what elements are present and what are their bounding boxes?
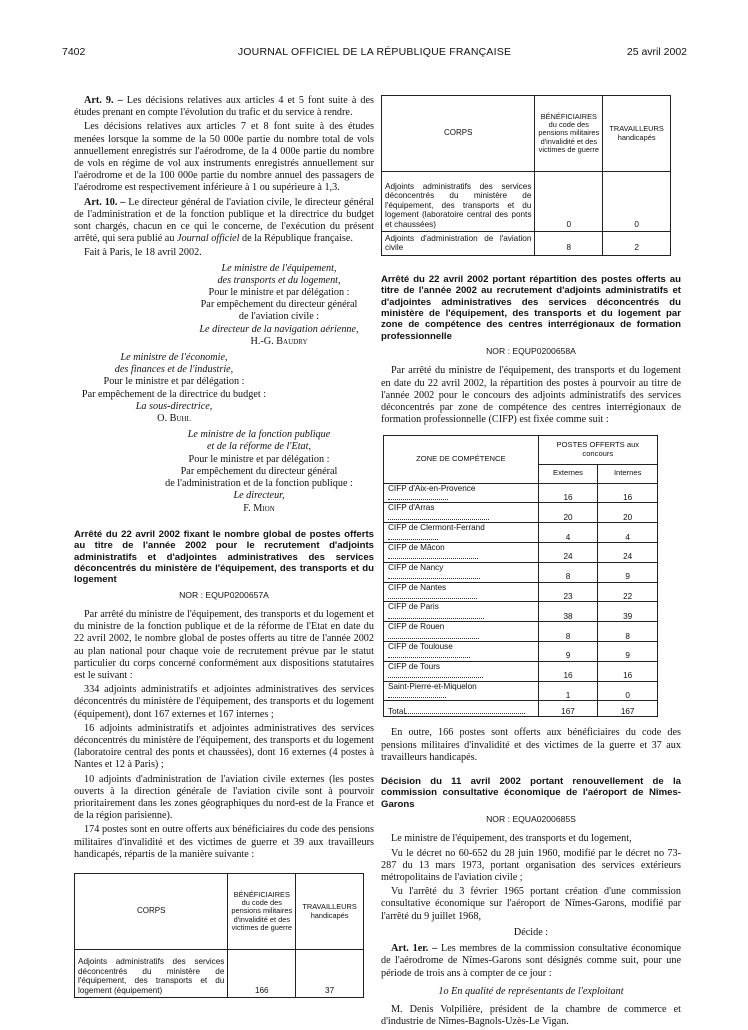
col-header-travailleurs: TRAVAILLEURS handicapés (603, 96, 671, 172)
fait-a-paris: Fait à Paris, le 18 avril 2002. (84, 247, 202, 259)
zone-name: CIFP de Toulouse (388, 642, 453, 651)
zone-externes: 4 (538, 523, 598, 543)
zone-internes: 16 (598, 661, 658, 681)
zone-internes: 22 (598, 582, 658, 602)
decision-nor: NOR : EQUA0200685S (486, 814, 576, 825)
signature-block-1: Le ministre de l'équipement, des transports et du logement, Pour le ministre et par délégation : Par empêchement du directeur général de l'aviation civile : Le directeur de la navigation aérienne, H.-G. Baudry (199, 262, 359, 347)
zone-table-row (384, 642, 658, 662)
zone-name: CIFP d'Aix-en-Provence (388, 483, 476, 493)
col-header-travailleurs: TRAVAILLEURS handicapés (296, 874, 364, 950)
page-header (62, 46, 687, 62)
arrete-1-paragraph-5: 174 postes sont en outre offerts aux bénéficiaires du code des pensions militaires d'invalidité et des victimes de guerre et 39 aux travailleurs handicapés, répartis de la manière suivante : (74, 824, 374, 860)
zone-internes: 9 (598, 642, 658, 662)
zone-table-row (384, 562, 658, 582)
article-9-label: Art. 9. – (84, 95, 123, 106)
left-column (74, 95, 374, 998)
zone-externes: 8 (538, 562, 598, 582)
zone-table-row (384, 681, 658, 701)
zone-name: CIFP de Mâcon (388, 542, 445, 552)
arrete-1-nor: NOR : EQUP0200657A (179, 589, 269, 600)
col-header-beneficiaires: BÉNÉFICIAIRES du code des pensions militaires d'invalidité et des victimes de guerre (535, 96, 603, 172)
col-header-corps: CORPS (382, 96, 535, 172)
decision-paragraph-2: Vu le décret no 60-652 du 28 juin 1960, modifié par le décret no 73-287 du 13 mars 1973, portant organisation des services extérieurs métropolitains de l'aviation civile ; (381, 847, 681, 884)
member-1: M. Denis Volpilière, président de la chambre de commerce et d'industrie de Nîmes-Bagnols-Uzès-Le Vigan. (381, 1003, 681, 1028)
zone-table-row (384, 523, 658, 543)
col-header-internes: Internes (598, 464, 658, 483)
zone-internes: 20 (598, 503, 658, 523)
zone-table-row (384, 661, 658, 681)
decide: Décide : (513, 926, 549, 938)
zone-table-body (384, 483, 658, 701)
zone-table-row (384, 483, 658, 503)
zone-name: CIFP de Clermont-Ferrand (388, 523, 485, 533)
zone-internes: 0 (598, 681, 658, 701)
zone-internes: 9 (598, 562, 658, 582)
table-row: Adjoints administratifs des services déconcentrés du ministère de l'équipement, des transports et du logement (laboratoire central des ponts et chaussées) 0 0 (382, 172, 671, 232)
zone-externes: 38 (538, 602, 598, 622)
zone-externes: 9 (538, 642, 598, 662)
article-9-paragraph: Art. 9. – Les décisions relatives aux articles 4 et 5 font suite à des études prenant en compte l'évolution du trafic et du service à rendre. (74, 95, 374, 119)
signature-block-3: Le ministre de la fonction publique et de la réforme de l'Etat, Pour le ministre et par délégation : Par empêchement du directeur général de l'administration et de la fonction publique : Le directeur, F. Mion (165, 429, 353, 514)
journal-title: JOURNAL OFFICIEL DE LA RÉPUBLIQUE FRANÇAISE (237, 46, 512, 58)
col-header-zone: ZONE DE COMPÉTENCE (384, 435, 539, 483)
zone-externes: 16 (538, 483, 598, 503)
col-header-corps: CORPS (75, 874, 228, 950)
zone-internes: 4 (598, 523, 658, 543)
right-column (381, 95, 681, 1030)
zone-externes: 8 (538, 622, 598, 642)
zone-table-total: Total 167 167 (384, 701, 658, 717)
table-row: Adjoints administratifs des services déconcentrés du ministère de l'équipement, des transports et du logement (équipement) 166 37 (75, 950, 364, 998)
decision-title: Décision du 11 avril 2002 portant renouvellement de la commission consultative économique de l'aéroport de Nîmes-Garons (381, 776, 681, 810)
zone-name: CIFP d'Arras (388, 503, 435, 513)
col-header-beneficiaires: BÉNÉFICIAIRES du code des pensions militaires d'invalidité et des victimes de guerre (228, 874, 296, 950)
beneficiaries-table-part-2 (381, 95, 671, 256)
col-header-postes: POSTES OFFERTS aux concours (538, 435, 657, 464)
zone-internes: 16 (598, 483, 658, 503)
zone-externes: 20 (538, 503, 598, 523)
zone-table (383, 435, 658, 718)
zone-name: CIFP de Nancy (388, 562, 444, 572)
signature-block-2: Le ministre de l'économie, des finances et de l'industrie, Pour le ministre et par délégation : Par empêchement de la directrice du budget : La sous-directrice, O. Buhl (81, 352, 267, 425)
zone-table-row (384, 542, 658, 562)
arrete-2-nor: NOR : EQUP0200658A (486, 346, 576, 357)
zone-externes: 23 (538, 582, 598, 602)
article-1-label: Art. 1er. – (391, 943, 438, 955)
zone-internes: 8 (598, 622, 658, 642)
zone-name: CIFP de Tours (388, 661, 441, 671)
arrete-1-paragraph-1: Par arrêté du ministre de l'équipement, des transports et du logement et du ministre de la fonction publique et de la réforme de l'Etat en date du 22 avril 2002, le nombre global de postes offerts au titre de l'année 2002 au plan national pour chaque voie de recrutement prévue par le statut particulier du corps concerné conformément aux dispositions statutaires est le suivant : (74, 608, 374, 681)
article-1-paragraph: Art. 1er. – Les membres de la commission consultative économique de l'aérodrome de Nîmes-Garons sont désignés comme suit, pour une période de trois ans à compter de ce jour : (381, 943, 681, 979)
zone-table-row (384, 503, 658, 523)
article-10-label: Art. 10. – (84, 196, 126, 208)
issue-date: 25 avril 2002 (626, 46, 687, 58)
article-9-paragraph-2: Les décisions relatives aux articles 7 et 8 font suite à des études menées lorsque la somme de la 50 000e partie du nombre total de vols annuellement enregistrés sur l'aérodrome, de la 4 000e partie du nombre de vols en régime de vol aux instruments enregistrés annuellement sur l'aérodrome et de la 100 000e partie du nombre annuel des passagers de l'aérodrome est respectivement inférieure à 1 ou supérieure à 1,3. (74, 121, 374, 194)
arrete-1-paragraph-2: 334 adjoints administratifs et adjointes administratives des services déconcentrés du ministère de l'équipement, des transports et du logement (équipement), dont 167 externes et 167 internes ; (74, 684, 374, 720)
zone-externes: 16 (538, 661, 598, 681)
decision-paragraph-1: Le ministre de l'équipement, des transports et du logement, (391, 833, 632, 845)
section-1-heading: 1o En qualité de représentants de l'exploitant (438, 985, 624, 997)
zone-externes: 1 (538, 681, 598, 701)
zone-name: CIFP de Nantes (388, 582, 447, 592)
page-number: 7402 (62, 46, 86, 58)
zone-internes: 24 (598, 542, 658, 562)
col-header-externes: Externes (538, 464, 598, 483)
zone-table-row (384, 602, 658, 622)
arrete-1-title: Arrêté du 22 avril 2002 fixant le nombre global de postes offerts au titre de l'année 2002 pour le recrutement d'adjoints administratifs et d'adjointes administratives des services déconcentrés du ministère de l'équipement, des transports et du logement (74, 528, 374, 586)
zone-name: Saint-Pierre-et-Miquelon (388, 681, 477, 691)
table-row: Adjoints d'administration de l'aviation civile 8 2 (382, 232, 671, 256)
zone-internes: 39 (598, 602, 658, 622)
zone-table-row (384, 622, 658, 642)
arrete-1-paragraph-4: 10 adjoints d'administration de l'aviation civile externes (les postes ouverts à la direction générale de l'aviation civile sont à pourvoir prioritairement dans les zones géographiques du nord-est de la France et de la région parisienne). (74, 773, 374, 822)
arrete-2-title: Arrêté du 22 avril 2002 portant répartition des postes offerts au titre de l'année 2002 au recrutement d'adjoints administratifs et d'adjointes administratives des services déconcentrés du ministère de l'équipement, des transports et du logement par zone de compétence des centres interrégionaux de formation professionnelle (381, 273, 681, 342)
zone-name: CIFP de Paris (388, 602, 439, 612)
zone-name: CIFP de Rouen (388, 622, 445, 632)
arrete-2-paragraph-1: Par arrêté du ministre de l'équipement, des transports et du logement en date du 22 avril 2002, la répartition des postes à pourvoir au titre de l'année 2002 pour le concours des adjoints administratifs des services déconcentrés par zone de compétence des centres interrégionaux de formation professionnelle (CIFP) est fixée comme suit : (381, 365, 681, 426)
beneficiaries-table-part-1 (74, 873, 364, 998)
zone-externes: 24 (538, 542, 598, 562)
article-10-paragraph: Art. 10. – Le directeur général de l'aviation civile, le directeur général de l'administration et de la fonction publique et la directrice du budget sont chargés, chacun en ce qui le concerne, de l'exécution du présent arrêté, qui sera publié au Journal officiel de la République française. (74, 196, 374, 245)
arrete-1-paragraph-3: 16 adjoints administratifs et adjointes administratives des services déconcentrés du ministère de l'équipement, des transports et du logement (laboratoire central des ponts et chaussées), dont 16 externes (4 postes à Nantes et 12 à Paris) ; (74, 722, 374, 771)
zone-table-row (384, 582, 658, 602)
decision-paragraph-3: Vu l'arrêté du 3 février 1965 portant création d'une commission consultative économique sur l'aéroport de Nîmes-Garons, modifié par l'arrêté du 9 juillet 1968, (381, 886, 681, 922)
arrete-2-paragraph-2: En outre, 166 postes sont offerts aux bénéficiaires du code des pensions militaires d'invalidité et des victimes de la guerre et 37 aux travailleurs handicapés. (381, 727, 681, 763)
